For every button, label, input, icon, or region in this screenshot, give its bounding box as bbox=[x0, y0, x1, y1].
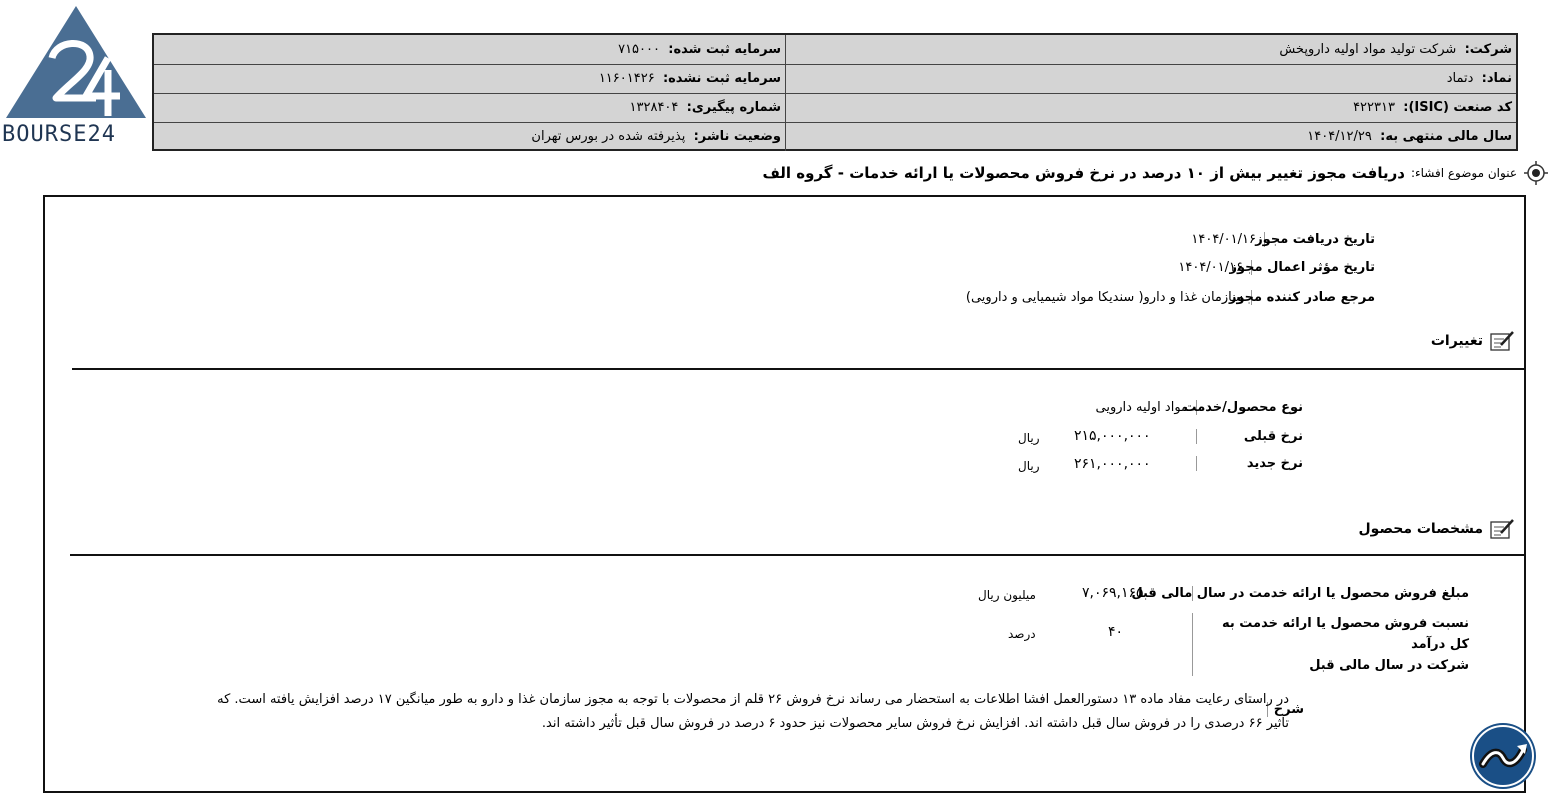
permit-effective-date-label: تاریخ مؤثر اعمال مجوز bbox=[1229, 260, 1375, 275]
edit-note-icon bbox=[1489, 518, 1515, 540]
info-row-company bbox=[154, 35, 1516, 65]
company-value: شرکت تولید مواد اولیه داروپخش bbox=[1279, 42, 1457, 57]
capital-unregistered-label: سرمایه ثبت نشده: bbox=[662, 71, 781, 86]
sales-ratio-value: ۴۰ bbox=[1108, 624, 1124, 640]
target-icon bbox=[1523, 160, 1549, 186]
disclosure-title bbox=[762, 160, 1549, 186]
company-label: شرکت: bbox=[1464, 42, 1512, 57]
prev-rate-value: ۲۱۵,۰۰۰,۰۰۰ bbox=[1074, 428, 1151, 444]
info-row-fiscal bbox=[154, 122, 1516, 151]
changes-divider bbox=[72, 368, 1526, 370]
sales-ratio-label-line-2: شرکت در سال مالی قبل bbox=[1309, 658, 1469, 673]
title-text: دریافت مجوز تغییر بیش از ۱۰ درصد در نرخ فروش محصولات یا ارائه خدمات - گروه الف bbox=[762, 164, 1405, 182]
description-line-1: در راستای رعایت مفاد ماده ۱۳ دستورالعمل افشا اطلاعات به استحضار می رساند نرخ فروش ۲۶ قلم از محصولات با توجه به مجوز سازمان غذا و دارو به طور میانگین ۱۷ درصد افزایش یافته است. که bbox=[217, 692, 1289, 707]
isic-label: کد صنعت (ISIC): bbox=[1403, 100, 1512, 115]
sales-ratio-unit: درصد bbox=[1008, 627, 1036, 641]
product-type-value: مواد اولیه دارویی bbox=[1095, 400, 1188, 415]
symbol-cell bbox=[784, 64, 1516, 93]
info-row-isic bbox=[154, 93, 1516, 123]
permit-effective-date-row bbox=[1178, 260, 1375, 275]
prev-rate-row bbox=[1196, 429, 1303, 444]
description-line-2: تاثیر ۶۶ درصدی را در فروش سال قبل داشته اند. افزایش نرخ فروش سایر محصولات نیز حدود ۶ درصد در فروش سال قبل تأثیر داشته اند. bbox=[541, 716, 1289, 731]
prev-rate-unit: ریال bbox=[1018, 431, 1040, 445]
tracking-value: ۱۳۲۸۴۰۴ bbox=[629, 100, 679, 115]
permit-effective-date-value: ۱۴۰۴/۰۱/۱۶ bbox=[1178, 260, 1243, 275]
sales-amount-value: ۷,۰۶۹,۱۶۵ bbox=[1082, 585, 1144, 601]
sales-amount-unit: میلیون ریال bbox=[978, 588, 1036, 602]
prev-rate-label: نرخ قبلی bbox=[1196, 429, 1303, 444]
tracking-cell bbox=[154, 93, 786, 122]
info-row-symbol bbox=[154, 64, 1516, 94]
fiscal-cell bbox=[784, 122, 1516, 151]
company-info-table bbox=[152, 33, 1518, 151]
permit-issuer-value: سازمان غذا و دارو( سندیکا مواد شیمیایی و دارویی) bbox=[965, 290, 1243, 305]
logo-text: BOURSE24 bbox=[2, 122, 116, 147]
new-rate-row bbox=[1196, 456, 1303, 471]
capital-registered-label: سرمایه ثبت شده: bbox=[668, 42, 781, 57]
capital-unregistered-cell bbox=[154, 64, 786, 93]
permit-receive-date-label: تاریخ دریافت مجوز bbox=[1255, 232, 1375, 247]
sales-ratio-label-line-1: نسبت فروش محصول یا ارائه خدمت به کل درآمد bbox=[1222, 616, 1469, 652]
permit-receive-date-row bbox=[1191, 232, 1375, 247]
fiscal-label: سال مالی منتهی به: bbox=[1380, 129, 1512, 144]
product-type-label: نوع محصول/خدمت bbox=[1183, 400, 1303, 415]
permit-issuer-label: مرجع صادر کننده مجوز bbox=[1229, 290, 1375, 305]
watermark-badge-icon bbox=[1467, 720, 1539, 792]
capital-unregistered-value: ۱۱۶۰۱۴۲۶ bbox=[598, 71, 655, 86]
specs-divider bbox=[70, 554, 1526, 556]
isic-cell bbox=[784, 93, 1516, 122]
product-type-row bbox=[1096, 400, 1304, 415]
edit-note-icon bbox=[1489, 330, 1515, 352]
changes-heading: تغییرات bbox=[1430, 333, 1483, 349]
changes-section-heading bbox=[1431, 330, 1515, 352]
publisher-status-label: وضعیت ناشر: bbox=[693, 129, 781, 144]
description-text bbox=[159, 688, 1289, 736]
tracking-label: شماره پیگیری: bbox=[686, 100, 781, 115]
company-cell bbox=[784, 35, 1516, 64]
new-rate-unit: ریال bbox=[1018, 459, 1040, 473]
capital-registered-cell bbox=[154, 35, 786, 64]
permit-issuer-row bbox=[966, 290, 1375, 305]
symbol-label: نماد: bbox=[1481, 71, 1512, 86]
description-label: شرح bbox=[1267, 702, 1304, 717]
new-rate-value: ۲۶۱,۰۰۰,۰۰۰ bbox=[1074, 456, 1151, 472]
title-prefix: عنوان موضوع افشاء: bbox=[1410, 166, 1517, 180]
sales-amount-label: مبلغ فروش محصول یا ارائه خدمت در سال مالی قبل bbox=[1131, 586, 1469, 601]
specs-heading: مشخصات محصول bbox=[1358, 521, 1483, 537]
publisher-status-value: پذیرفته شده در بورس تهران bbox=[531, 129, 686, 144]
capital-registered-value: ۷۱۵۰۰۰ bbox=[618, 42, 660, 57]
sales-ratio-label bbox=[1192, 613, 1469, 676]
publisher-status-cell bbox=[154, 122, 786, 151]
fiscal-value: ۱۴۰۴/۱۲/۲۹ bbox=[1307, 129, 1372, 144]
sales-amount-row bbox=[1131, 586, 1469, 601]
isic-value: ۴۲۲۳۱۳ bbox=[1353, 100, 1395, 115]
permit-receive-date-value: ۱۴۰۴/۰۱/۱۶ bbox=[1191, 232, 1256, 247]
new-rate-label: نرخ جدید bbox=[1196, 456, 1303, 471]
symbol-value: دتماد bbox=[1446, 71, 1474, 86]
specs-section-heading bbox=[1359, 518, 1515, 540]
